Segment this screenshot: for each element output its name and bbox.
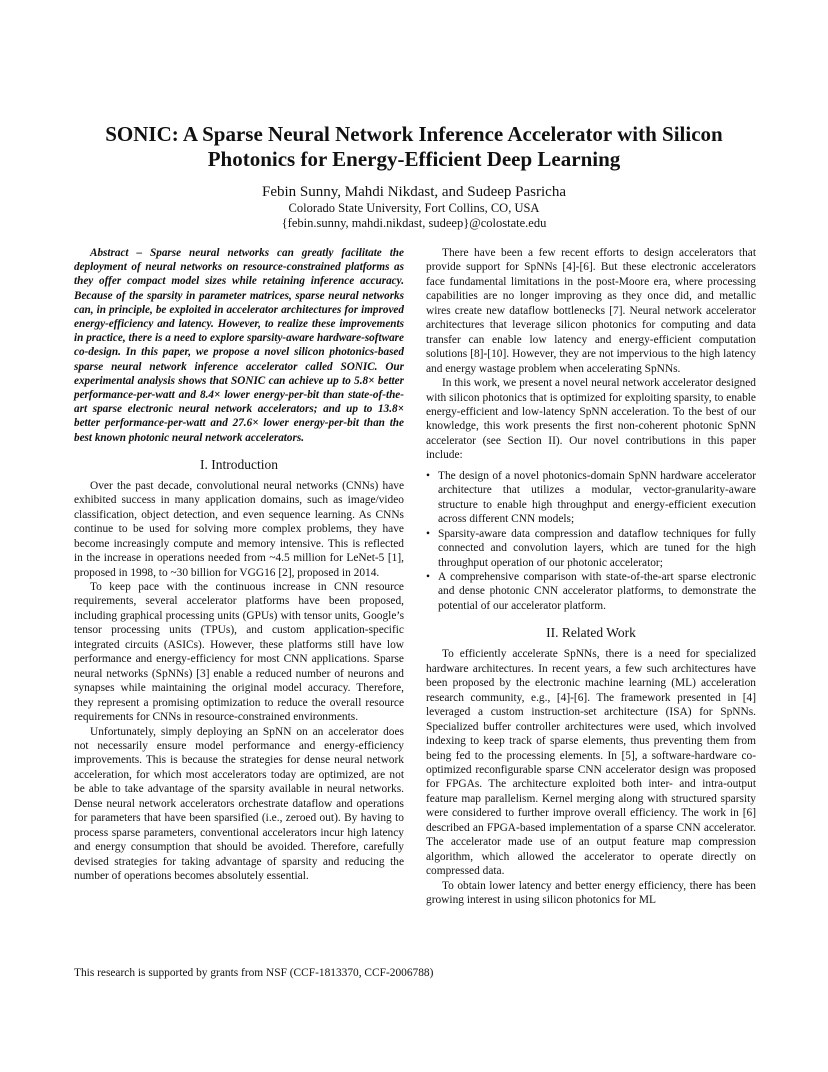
title-line-2: Photonics for Energy-Efficient Deep Learning bbox=[207, 147, 621, 171]
contribution-text: The design of a novel photonics-domain SpNN hardware accelerator architecture that utilizes a modular, vector-granularity-aware structure to enable high throughput and energy-efficient execution across different CNN models; bbox=[438, 469, 756, 526]
intro-paragraph-2: To keep pace with the continuous increase in CNN resource requirements, several accelerator platforms have been proposed, including graphical processing units (GPUs) with tensor units, Google’s tensor processing units (TPUs), and custom application-specific integrated circuits (ASICs). However, these platforms still have low performance and energy-efficiency for most CNN applications. Sparse neural networks (SpNNs) [3] enable a reduced number of neurons and synapses while maintaining the original model accuracy. Therefore, they represent a promising optimization to reduce the overall resource requirements for CNNs in resource-constrained environments. bbox=[74, 581, 404, 724]
contribution-item bbox=[426, 527, 756, 570]
paper-title bbox=[40, 122, 788, 172]
abstract: Abstract – Sparse neural networks can greatly facilitate the deployment of neural networks on resource-constrained platforms as they offer compact model sizes while retaining inference accuracy. Because of the sparsity in parameter matrices, sparse neural networks can, in principle, be exploited in accelerator architectures for improved energy-efficiency and latency. However, to realize these improvements in practice, there is a need to explore sparsity-aware hardware-software co-design. In this paper, we propose a novel silicon photonics-based sparse neural network inference accelerator called SONIC. Our experimental analysis shows that SONIC can achieve up to 5.8× better performance-per-watt and 8.4× lower energy-per-bit than state-of-the-art sparse electronic neural network accelerators; and up to 13.8× better performance-per-watt and 27.6× lower energy-per-bit than the best known photonic neural network accelerators. bbox=[74, 247, 404, 444]
right-column bbox=[426, 246, 756, 907]
contribution-item bbox=[426, 570, 756, 613]
intro-paragraph-1: Over the past decade, convolutional neural networks (CNNs) have exhibited success in many application domains, such as image/video classification, object detection, and even sequence learning. As CNNs continue to be used for solving more complex problems, they have become increasingly compute and memory intensive. This is reflected in the increase in operations needed from ~4.5 million for LeNet-5 [1], proposed in 1998, to ~30 billion for VGG16 [2], proposed in 2014. bbox=[74, 479, 404, 579]
affiliation-block bbox=[40, 201, 788, 231]
related-paragraph-1: To efficiently accelerate SpNNs, there is a need for specialized hardware architectures. In recent years, a few such architectures have been proposed by the electronic machine learning (ML) acceleration research community, e.g., [4]-[6]. The framework presented in [4] leveraged a custom instruction-set architecture (ISA) for SpNNs. Specialized buffer controller architectures were used, which involved indexing to keep track of sparse elements, thus preventing them from being fed to the processing elements. In [5], a software-hardware co-optimized reconfigurable sparse CNN accelerator design was proposed for FPGAs. The architecture exploited both inter- and intra-output feature map parallelism. Kernel merging along with structured sparsity were considered to further improve overall efficiency. The work in [6] described an FPGA-based implementation of a sparse CNN accelerator. The accelerator made use of an output feature map compression algorithm, which allowed the accelerator to operate directly on compressed data. bbox=[426, 648, 756, 878]
contribution-text: A comprehensive comparison with state-of-the-art sparse electronic and dense photonic CNN accelerator platforms, to demonstrate the potential of our accelerator platform. bbox=[438, 570, 756, 612]
author-emails: {febin.sunny, mahdi.nikdast, sudeep}@colostate.edu bbox=[281, 216, 547, 230]
section-heading-introduction: I. Introduction bbox=[200, 456, 278, 472]
author-list: Febin Sunny, Mahdi Nikdast, and Sudeep Pasricha bbox=[262, 184, 566, 200]
contributions-list bbox=[426, 469, 756, 614]
left-column bbox=[74, 246, 404, 884]
title-line-1: SONIC: A Sparse Neural Network Inference Accelerator with Silicon bbox=[105, 122, 723, 146]
bullet-icon: • bbox=[426, 469, 430, 482]
related-paragraph-2: To obtain lower latency and better energy efficiency, there has been growing interest in using silicon photonics for ML bbox=[426, 879, 756, 907]
intro-paragraph-3: Unfortunately, simply deploying an SpNN on an accelerator does not necessarily ensure model performance and energy-efficiency improvements. This is because the strategies for dense neural network acceleration, for which most accelerators today are optimized, are not be able to take advantage of the sparsity available in neural networks. Dense neural network accelerators orchestrate dataflow and operations for parameters that have been sparsified (i.e., zeroed out). By having to process sparse parameters, conventional accelerators incur high latency and energy consumption that should be avoided. Therefore, carefully devised strategies for taking advantage of sparsity and reducing the number of operations becomes absolutely essential. bbox=[74, 725, 404, 883]
bullet-icon: • bbox=[426, 570, 430, 583]
intro-paragraph-5: In this work, we present a novel neural network accelerator designed with silicon photonics that is optimized for exploiting sparsity, to enable energy-efficient and low-latency SpNN acceleration. To the best of our knowledge, this work presents the first non-coherent photonic SpNN accelerator (see Section II). Our novel contributions in this paper include: bbox=[426, 377, 756, 462]
contribution-item bbox=[426, 469, 756, 527]
funding-footnote: This research is supported by grants from NSF (CCF-1813370, CCF-2006788) bbox=[74, 967, 434, 979]
contribution-text: Sparsity-aware data compression and dataflow techniques for fully connected and convolution layers, which are tuned for the high throughput operation of our photonic accelerator; bbox=[438, 527, 756, 569]
bullet-icon: • bbox=[426, 527, 430, 540]
section-heading-related-work: II. Related Work bbox=[546, 625, 636, 641]
intro-paragraph-4: There have been a few recent efforts to design accelerators that provide support for SpNNs [4]-[6]. But these electronic accelerators face fundamental limitations in the post-Moore era, where processing capabilities are no longer improving as they once did, and metallic wires create new dataflow bottlenecks [7]. Neural network accelerator architectures that leverage silicon photonics for computing and data transfer can enable low latency and energy-efficient computation solutions [8]-[10]. However, they are not impervious to the high latency and energy wastage problem when accelerating SpNNs. bbox=[426, 247, 756, 375]
affiliation: Colorado State University, Fort Collins, CO, USA bbox=[288, 201, 540, 215]
